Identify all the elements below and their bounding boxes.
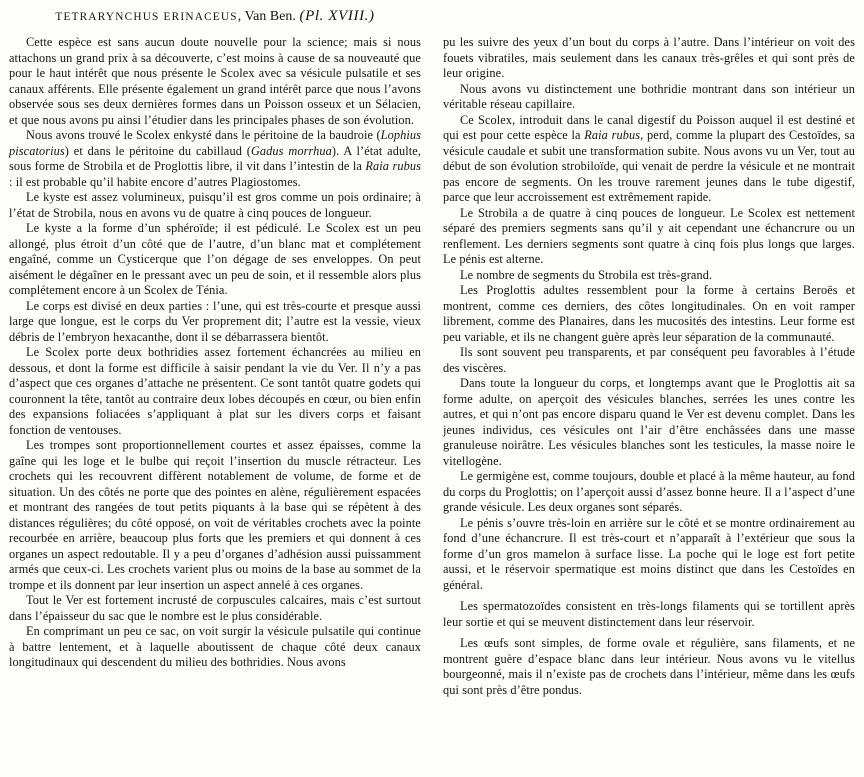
- paragraph: [443, 376, 855, 469]
- text-run: , perd, comme la plupart des Cestoïdes, sa vésicule caudale et subit une transformation subite. Nous avons vu un Ver, tout au début de son évolution strobiloïde, qui venait de perdre la vésicule et ne montrait pas encore de segments. On les trouve rarement jeunes dans le tube digestif, parce que leur accroissement est extrêmement rapide.: [443, 128, 855, 204]
- paragraph: [9, 221, 421, 299]
- paragraph: [443, 636, 855, 698]
- paragraph: [9, 438, 421, 593]
- text-run: Ce Scolex, introduit dans le canal digestif du Poisson auquel il est destiné et qui est pour cette espèce la: [443, 112, 855, 142]
- text-run: Nous avons trouvé le Scolex enkysté dans le péritoine de la baudroie (: [26, 128, 381, 142]
- text-run: Les œufs sont simples, de forme ovale et régulière, sans filaments, et ne montrent guère d’espace blanc dans leur intérieur. Nous avons vu le vitellus bourgeonné, mais il n’existe pas de crochets dans l’intérieur, même dans les œufs qui sont près d’être pondus.: [443, 636, 855, 697]
- column-right: [443, 5, 855, 698]
- text-run: Le Scolex porte deux bothridies assez fortement échancrées au milieu en dessous, et dont la forme est difficile à saisir pendant la vie du Ver. Il n’y a pas d’aspect que ces organes d’attache ne présentent. Ce sont tantôt quatre godets qui couronnent la tête, tantôt au contraire deux lobes découpés en cœur, ou bien enfin des expansions foliacées s’appliquant à plat sur les divers corps et faisant fonction de ventouses.: [9, 345, 421, 437]
- paragraph: [9, 35, 421, 128]
- paragraph: [443, 113, 855, 206]
- paragraph: [443, 283, 855, 345]
- text-run: Les trompes sont proportionnellement courtes et assez épaisses, comme la gaîne qui les loge et le bulbe qui reçoit l’insertion du muscle rétracteur. Les crochets qui les recouvrent diffèrent notablement de volume, de forme et de situation. Un des côtés ne porte que des pointes en alène, régulièrement espacées et montrant des rangées de tout petits piquants à la base qui se répètent à des distances régulières; du côté opposé, on voit de véritables crochets avec la pointe recourbée en arrière, beaucoup plus forts que les premiers et qui donnent à ces organes un aspect redoutable. Il y a peu d’organes d’adhésion aussi puissamment armés que ceux-ci. Les crochets varient plus ou moins de la base au sommet de la trompe et ils donnent par leur insertion un aspect annelé à ces organes.: [9, 438, 421, 592]
- column-right-text: [443, 35, 855, 698]
- paragraph: [443, 345, 855, 376]
- paragraph: [443, 206, 855, 268]
- text-run: En comprimant un peu ce sac, on voit surgir la vésicule pulsatile qui continue à battre lentement, et à laquelle aboutissent de chaque côté deux canaux longitudinaux qui descendent du milieu des bothridies. Nous avons: [9, 624, 421, 669]
- column-left-text: [9, 35, 421, 671]
- paragraph: [443, 268, 855, 284]
- title-author: , Van Ben.: [237, 8, 300, 23]
- text-run: ) et dans le péritoine du cabillaud (: [64, 143, 251, 158]
- species-name: Raia rubus: [365, 159, 421, 173]
- text-run: Dans toute la longueur du corps, et longtemps avant que le Proglottis ait sa forme adulte, on aperçoit des vésicules blanches, serrées les unes contre les autres, et qui n’ont pas encore disparu quand le Ver est devenu complet. Dans les jeunes individus, ces vésicules ont l’air d’être enchâssées dans une masse granuleuse noirâtre. Les vésicules blanches sont les testicules, la masse noire le vitellogène.: [443, 376, 855, 468]
- paragraph: [443, 516, 855, 594]
- text-run: Les Proglottis adultes ressemblent pour la forme à certains Beroës et montrent, comme ces derniers, des côtes longitudinales. On en voit ramper librement, comme des Planaires, dans les mucosités des intestins. Leur forme est peu variable, et ils ne changent guère après leur séparation de la communauté.: [443, 283, 855, 344]
- text-run: Le kyste est assez volumineux, puisqu’il est gros comme un pois ordinaire; à l’état de Strobila, nous en avons vu de quatre à cinq pouces de longueur.: [9, 190, 421, 220]
- text-run: Le pénis s’ouvre très-loin en arrière sur le côté et se montre ordinairement au fond d’une échancrure. Il est très-court et n’apparaît à l’extérieur que sous la forme d’un gros mamelon à surface lisse. La poche qui le loge est fort petite aussi, et le réservoir spermatique est moins distinct que dans les Cestoïdes en général.: [443, 515, 855, 592]
- paragraph: [9, 345, 421, 438]
- paragraph: [443, 35, 855, 82]
- text-run: Nous avons vu distinctement une bothridie montrant dans son intérieur un véritable réseau capillaire.: [443, 81, 855, 111]
- paragraph: [9, 624, 421, 671]
- text-run: Tout le Ver est fortement incrusté de corpuscules calcaires, mais c’est surtout dans l’épaisseur du sac que le nombre est le plus considérable.: [9, 593, 421, 623]
- paragraph: [9, 593, 421, 624]
- text-run: ). A l’état adulte, sous forme de Strobila et de Proglottis libre, il vit dans l’intestin de la: [9, 143, 421, 173]
- species-name: Gadus morrhua: [250, 143, 332, 158]
- species-name: Lophius piscatorius: [9, 128, 421, 158]
- paragraph: [9, 299, 421, 346]
- paragraph: [443, 82, 855, 113]
- text-run: Le Strobila a de quatre à cinq pouces de longueur. Le Scolex est nettement séparé des premiers segments sans qu’il y ait cependant une échancrure ou un renflement. Les derniers segments sont quatre à cinq fois plus longs que larges. Le pénis est alterne.: [443, 205, 855, 266]
- species-name: Raia rubus: [584, 128, 641, 142]
- paragraph: [443, 599, 855, 630]
- text-run: Le kyste a la forme d’un sphéroïde; il est pédiculé. Le Scolex est un peu allongé, plus étroit d’un côté que de l’autre, d’un blanc mat et complétement engaîné, comme un Cysticerque que l’on dégage de ses enveloppes. On peut aisément le dégaîner en le pressant avec un peu de soin, et il ressemble alors plus complétement encore à un Scolex de Ténia.: [9, 221, 421, 297]
- column-left: [9, 5, 421, 698]
- paragraph: [9, 128, 421, 190]
- text-run: pu les suivre des yeux d’un bout du corps à l’autre. Dans l’intérieur on voit des fouets vibratiles, mais seulement dans les canaux très-grêles et qui sont près de leur origine.: [443, 35, 855, 80]
- text-run: Le germigène est, comme toujours, double et placé à la même hauteur, au fond du corps du Proglottis; on l’aperçoit aussi d’assez bonne heure. Il a l’aspect d’une grande vésicule. Les deux organes sont séparés.: [443, 469, 855, 514]
- text-run: Les spermatozoïdes consistent en très-longs filaments qui se tortillent après leur sortie et qui se meuvent distinctement dans leur réservoir.: [443, 599, 855, 629]
- paragraph: [9, 190, 421, 221]
- text-run: Cette espèce est sans aucun doute nouvelle pour la science; mais si nous attachons un grand prix à sa découverte, c’est moins à cause de sa nouveauté que pour le haut intérêt que nous présente le Scolex avec sa vésicule pulsatile et ses canaux afférents. Elle présente également un grand intérêt parce que nous l’avons observée sous ses deux dernières formes dans un Poisson osseux et un Sélacien, et que nous avons pu ainsi l’étudier dans les principales phases de son évolution.: [9, 35, 421, 127]
- text-run: Ils sont souvent peu transparents, et par conséquent peu favorables à l’étude des viscères.: [443, 345, 855, 375]
- page-heading: [9, 6, 421, 29]
- two-column-layout: [9, 5, 855, 698]
- title-plate-ref: (Pl. XVIII.): [299, 8, 375, 24]
- title-species: TETRARYNCHUS ERINACEUS: [55, 11, 238, 23]
- text-run: Le nombre de segments du Strobila est très-grand.: [460, 267, 713, 282]
- paragraph: [443, 469, 855, 516]
- text-run: Le corps est divisé en deux parties : l’une, qui est très-courte et presque aussi large que longue, est le corps du Ver proprement dit; l’autre est la vessie, vieux débris de l’embryon hexacanthe, dont il se débarrassera bientôt.: [9, 298, 421, 344]
- text-run: : il est probable qu’il habite encore d’autres Plagiostomes.: [9, 174, 301, 189]
